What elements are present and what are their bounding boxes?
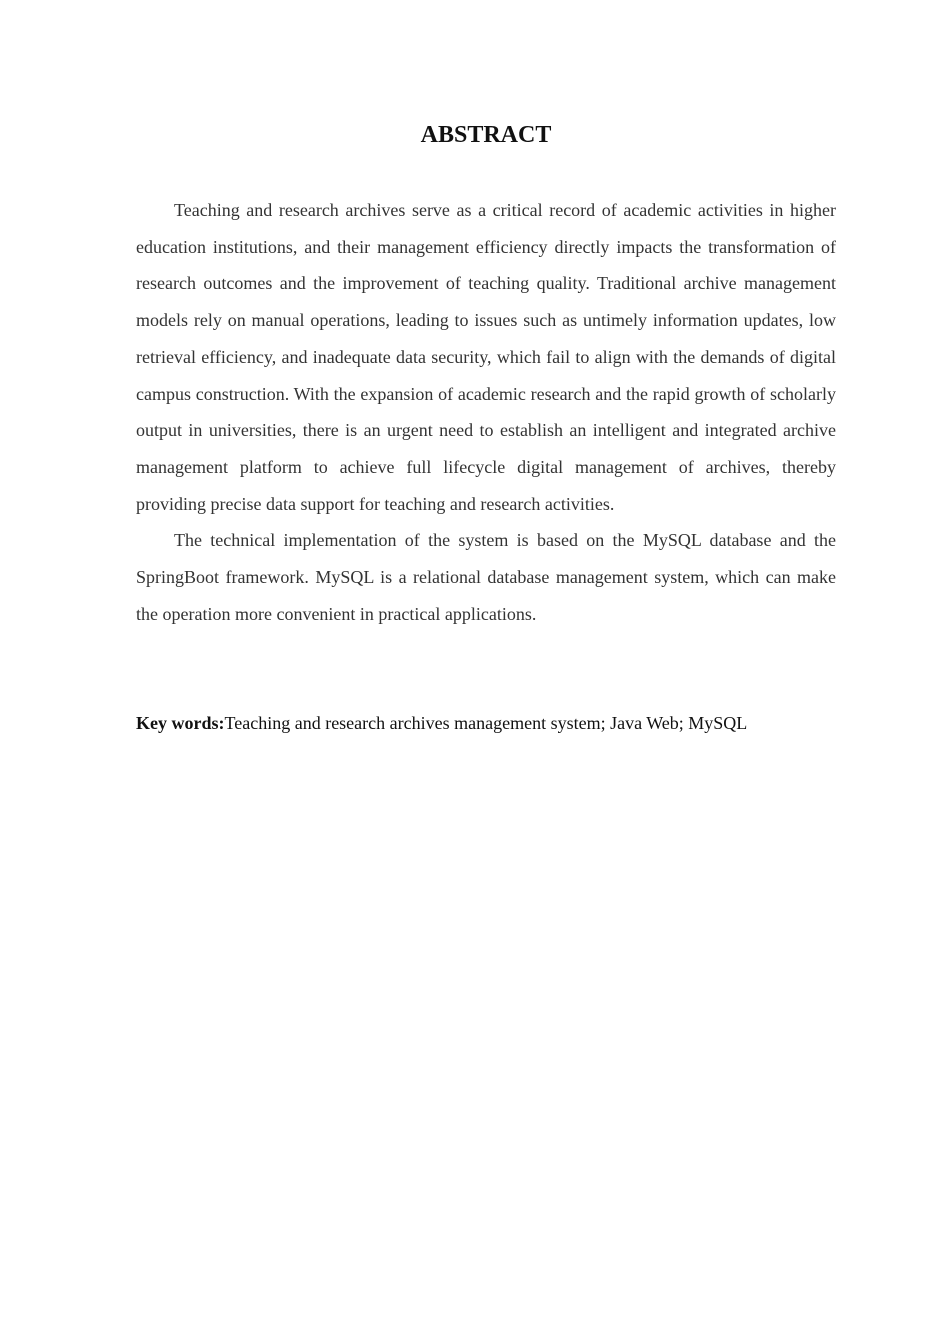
abstract-body [136,192,836,632]
abstract-paragraph-2: The technical implementation of the system is based on the MySQL database and the SpringBoot framework. MySQL is a relational database management system, which can make the operation more convenient in practical applications. [136,530,836,624]
page-title: ABSTRACT [420,122,552,148]
keywords-label: Key words: [136,713,225,733]
keywords-text: Teaching and research archives management system; Java Web; MySQL [224,713,748,733]
abstract-paragraph-1: Teaching and research archives serve as a critical record of academic activities in higher education institutions, and their management efficiency directly impacts the transformation of research outcomes and the improvement of teaching quality. Traditional archive management models rely on manual operations, leading to issues such as untimely information updates, low retrieval efficiency, and inadequate data security, which fail to align with the demands of digital campus construction. With the expansion of academic research and the rapid growth of scholarly output in universities, there is an urgent need to establish an intelligent and integrated archive management platform to achieve full lifecycle digital management of archives, thereby providing precise data support for teaching and research activities. [136,200,836,514]
keywords-line [136,707,856,739]
